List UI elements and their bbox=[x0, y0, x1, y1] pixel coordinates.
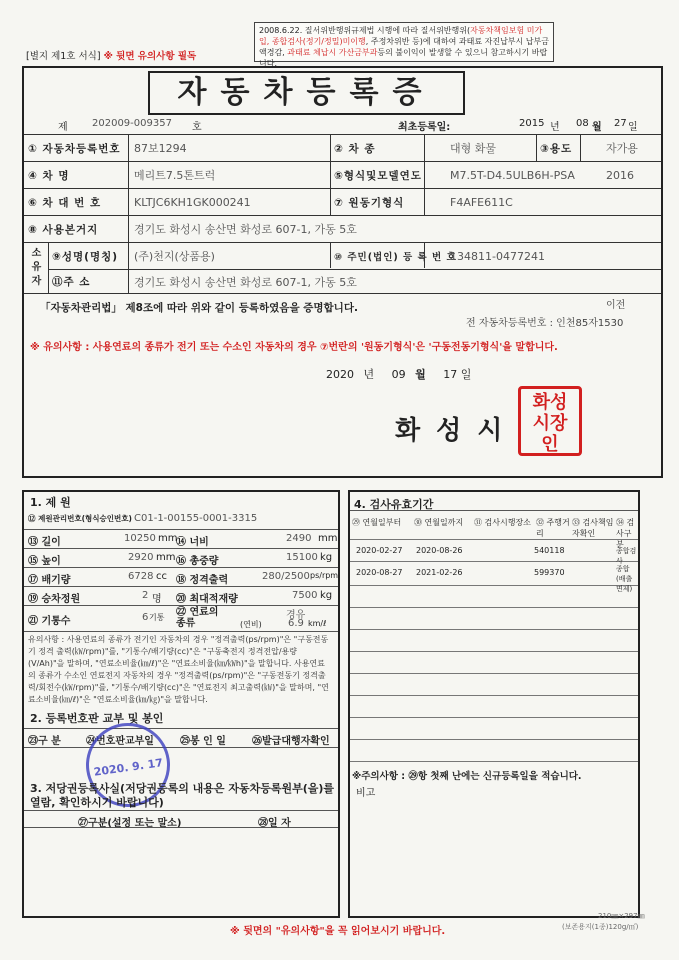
section3-header-row bbox=[24, 810, 338, 828]
section4-heading: 4. 검사유효기간 bbox=[354, 498, 434, 511]
section4-header-row bbox=[350, 510, 638, 549]
grid-row-2 bbox=[24, 162, 661, 189]
inspection-from: 2020-08-27 bbox=[356, 568, 403, 577]
power-unit: ps/rpm bbox=[310, 571, 339, 580]
first-reg-month: 08 bbox=[576, 118, 589, 129]
notice-text-d: 과태료 체납시 가산금부과 bbox=[287, 48, 378, 57]
section3-col-date: ㉘일 자 bbox=[258, 818, 291, 829]
inspection-to: 2020-08-26 bbox=[416, 546, 463, 555]
model-label: ⑤형식및모델연도 bbox=[334, 169, 422, 182]
width-value: 2490 bbox=[286, 533, 312, 544]
official-seal-text: 화성시장인 bbox=[532, 392, 568, 455]
inspection-from: 2020-02-27 bbox=[356, 546, 403, 555]
grid-row-4 bbox=[24, 216, 661, 243]
previous-plate: 전 자동차등록번호 : 인천85자1530 bbox=[466, 318, 624, 329]
reg-no-prefix: 제 bbox=[58, 122, 68, 133]
height-unit: mm bbox=[156, 552, 176, 563]
disp-value: 6728 bbox=[128, 571, 154, 582]
section4-col-type: ㉞ 검사구분 bbox=[616, 518, 635, 549]
section2-col-seal-date: ㉕봉 인 일 bbox=[180, 736, 226, 747]
power-value: 280/2500 bbox=[262, 571, 310, 582]
notice-text-b: 자동차책임보험 미가입, 종합검사(정기/정밀)미이행 bbox=[259, 26, 543, 46]
section4-col-to: ㉚ 연월일까지 bbox=[414, 518, 464, 527]
engine-value: F4AFE611C bbox=[450, 195, 513, 209]
previous-label: 이전 bbox=[606, 300, 626, 311]
section4-note: ※주의사항 : ㉙항 첫째 난에는 신규등록일을 적습니다. bbox=[352, 771, 582, 782]
section4-col-place: ㉛ 검사시행장소 bbox=[474, 518, 531, 527]
first-reg-day-unit: 일 bbox=[628, 122, 638, 133]
first-reg-day: 27 bbox=[614, 118, 627, 129]
form-id bbox=[26, 48, 196, 62]
plate-value: 87보1294 bbox=[134, 142, 187, 155]
cyl-value: 6 bbox=[142, 612, 149, 623]
inspection-type: 종합(배출면제) bbox=[616, 565, 633, 593]
addr-label: ⑪주 소 bbox=[52, 276, 91, 288]
height-value: 2920 bbox=[128, 552, 154, 563]
model-year: 2016 bbox=[606, 168, 634, 182]
section2-col-type: ㉓구 분 bbox=[28, 736, 61, 747]
paper-spec: (보존용지(1종)120g/㎡) bbox=[562, 923, 639, 931]
inspection-type: 종합검사 bbox=[616, 547, 637, 565]
gross-unit: kg bbox=[320, 552, 333, 563]
engine-label: ⑦ 원동기형식 bbox=[334, 196, 405, 209]
section2-heading: 2. 등록번호판 교부 및 봉인 bbox=[30, 712, 164, 725]
owner-group-label: 소 유 자 bbox=[31, 248, 43, 287]
inspection-row-empty bbox=[350, 718, 638, 740]
inspection-row-empty bbox=[350, 740, 638, 762]
gross-label: ⑯ 총중량 bbox=[176, 556, 219, 567]
model-value: M7.5T-D4.5ULB6H-PSA bbox=[450, 168, 575, 182]
disp-label: ⑰ 배기량 bbox=[28, 575, 71, 586]
inspection-row-empty bbox=[350, 674, 638, 696]
registration-grid bbox=[24, 134, 661, 289]
kind-label: ② 차 종 bbox=[334, 142, 376, 155]
spec-row-5 bbox=[24, 606, 338, 632]
issue-date bbox=[326, 366, 471, 382]
cyl-unit: 기통 bbox=[149, 613, 165, 622]
section2-col-plate-date: ㉔번호판교부일 bbox=[86, 736, 154, 747]
section4-col-km: ㉜ 주행거리 bbox=[536, 518, 570, 538]
inspection-row bbox=[350, 562, 638, 593]
inspection-row-empty bbox=[350, 608, 638, 630]
section2-header-row bbox=[24, 728, 338, 748]
section3-col-type: ㉗구분(설정 또는 말소) bbox=[78, 818, 182, 829]
section4-col-from: ㉙ 연월일부터 bbox=[352, 518, 402, 527]
inspection-to: 2021-02-26 bbox=[416, 568, 463, 577]
grid-row-1 bbox=[24, 135, 661, 162]
form-note: ※ 뒷면 유의사항 필독 bbox=[103, 51, 197, 62]
issue-month: 09 bbox=[391, 368, 406, 381]
reg-no-value: 202009-009357 bbox=[92, 118, 172, 129]
seat-unit: 명 bbox=[152, 594, 162, 605]
approval-label: ⑫ 제원관리번호(형식승인번호) bbox=[28, 514, 132, 523]
use-label: ③용도 bbox=[540, 142, 573, 155]
issuer-name: 화성시 bbox=[395, 416, 519, 446]
remarks-label: 비고 bbox=[356, 788, 376, 799]
addr-value: 경기도 화성시 송산면 화성로 607-1, 가동 5호 bbox=[134, 275, 357, 289]
first-reg-month-unit: 월 bbox=[592, 122, 602, 133]
owner-label: ⑨성명(명칭) bbox=[52, 250, 119, 263]
spec-note: 유의사항 : 사용연료의 종류가 전기인 자동차의 경우 "정격출력(ps/rpm)"은 "구동전동기 정격 출력(㎾/rpm)"를, "기통수/배기량(cc)"은 "구동축전지 정격전압/용량(V/Ah)"을 말하며, "연료소비율(㎞/ℓ)"은 "연료소비율(㎞/㎾h)"을 말합니다. 사용연료의 종류가 수소인 연료전지 자동차의 경우 "정격출력(ps/rpm)"은 "구동전동기 정격출력/회전수(㎾/rpm)"를, "기통수/배기량(cc)"은 "연료전지 최고출력(㎾)"을 말하며, "연료소비율(㎞/ℓ)"은 "연료소비율(㎞/㎏)"을 말합니다. bbox=[28, 635, 329, 704]
first-reg-year-unit: 년 bbox=[550, 122, 560, 133]
grid-row-3 bbox=[24, 189, 661, 216]
eff-value: 6.9 bbox=[288, 618, 304, 629]
base-value: 경기도 화성시 송산면 화성로 607-1, 가동 5호 bbox=[134, 223, 357, 236]
notice-box bbox=[254, 22, 554, 68]
power-label: ⑱ 정격출력 bbox=[176, 575, 229, 586]
spec-row-3 bbox=[24, 568, 338, 587]
width-unit: mm bbox=[318, 533, 338, 544]
grid-row-owner bbox=[24, 243, 661, 294]
issue-day-unit: 일 bbox=[460, 368, 472, 381]
spec-row-1 bbox=[24, 530, 338, 549]
id-label: ⑩ 주민(법인) 등 록 번 호 bbox=[334, 252, 457, 263]
load-value: 7500 bbox=[292, 590, 318, 601]
fuel-value: 경유 bbox=[286, 610, 306, 621]
spec-row-2 bbox=[24, 549, 338, 568]
disp-unit: cc bbox=[156, 571, 167, 582]
len-label: ⑬ 길이 bbox=[28, 537, 61, 548]
plate-label: ① 자동차등록번호 bbox=[28, 142, 121, 155]
notice-text-c: , 주정차위반 등)에 대하여 과태료 자진납부시 납부금액경감, bbox=[259, 37, 549, 57]
fuel-warning: ※ 유의사항 : 사용연료의 종류가 전기 또는 수소인 자동차의 경우 ⑦번란의 '원동기형식'은 '구동전동기형식'을 말합니다. bbox=[30, 342, 558, 353]
eff-unit: km/ℓ bbox=[308, 619, 327, 628]
load-unit: kg bbox=[320, 590, 333, 601]
stamp-date: 2020. 9. 17 bbox=[92, 756, 164, 779]
footer-note: ※ 뒷면의 "유의사항"을 꼭 읽어보시기 바랍니다. bbox=[230, 926, 446, 937]
seat-value: 2 bbox=[142, 590, 149, 601]
issue-month-unit: 월 bbox=[415, 368, 426, 381]
spec-row-4 bbox=[24, 587, 338, 606]
vin-label: ⑥ 차 대 번 호 bbox=[28, 196, 102, 209]
inspection-row-empty bbox=[350, 696, 638, 718]
fuel-label: ㉒ 연료의 종류 bbox=[176, 607, 219, 629]
height-label: ⑮ 높이 bbox=[28, 556, 61, 567]
vin-value: KLTJC6KH1GK000241 bbox=[134, 195, 251, 209]
approval-value: C01-1-00155-0001-3315 bbox=[134, 513, 258, 524]
use-value: 자가용 bbox=[606, 142, 638, 155]
seat-label: ⑲ 승차정원 bbox=[28, 594, 81, 605]
gross-value: 15100 bbox=[286, 552, 318, 563]
inspection-km: 599370 bbox=[534, 568, 565, 577]
cyl-label: ㉑ 기통수 bbox=[28, 616, 71, 627]
inspection-row-empty bbox=[350, 630, 638, 652]
name-label: ④ 차 명 bbox=[28, 169, 70, 182]
load-label: ⑳ 최대적재량 bbox=[176, 594, 238, 605]
inspection-km: 540118 bbox=[534, 546, 565, 555]
first-reg-label: 최초등록일: bbox=[398, 122, 451, 133]
section3-heading: 3. 저당권등록사실(저당권등록의 내용은 자동차등록원부(을)를 열람, 확인하시기 바랍니다) bbox=[30, 782, 335, 809]
inspection-row-empty bbox=[350, 586, 638, 608]
certification-text: 「자동차관리법」 제8조에 따라 위와 같이 등록하였음을 증명합니다. bbox=[40, 302, 358, 314]
issue-day: 17 bbox=[443, 368, 458, 381]
section2-col-confirm: ㉖발급대행자확인 bbox=[252, 736, 330, 747]
owner-value: (주)천지(상품용) bbox=[134, 250, 215, 263]
issue-year: 2020 bbox=[326, 368, 354, 381]
base-label: ⑧ 사용본거지 bbox=[28, 223, 99, 236]
len-value: 10250 bbox=[124, 533, 156, 544]
section4-col-confirm: ㉝ 검사책임자확인 bbox=[572, 518, 614, 538]
kind-value: 대형 화물 bbox=[450, 142, 497, 155]
form-id-label: [별지 제1호 서식] bbox=[26, 51, 101, 62]
width-label: ⑭ 너비 bbox=[176, 537, 209, 548]
name-value: 메리트7.5톤트럭 bbox=[134, 169, 216, 182]
official-seal bbox=[518, 386, 582, 456]
first-reg-year: 2015 bbox=[519, 118, 545, 129]
len-unit: mm bbox=[158, 533, 178, 544]
paper-size: 210㎜×297㎜ bbox=[598, 912, 645, 920]
notice-text-e: 등의 불이익이 발생할 수 있으니 참고하시기 바랍니다. bbox=[259, 48, 548, 68]
inspection-row bbox=[350, 540, 638, 565]
spec-row-approval bbox=[24, 510, 338, 530]
id-value: 134811-0477241 bbox=[450, 249, 545, 263]
document-title: 자동차등록증 bbox=[148, 71, 465, 115]
reg-no-ho: 호 bbox=[192, 122, 202, 133]
notice-text-a: 2008.6.22. 질서위반행위규제법 시행에 따라 질서위반행위( bbox=[259, 26, 471, 35]
specs-heading: 1. 제 원 bbox=[30, 496, 71, 509]
eff-label: (연비) bbox=[240, 620, 262, 629]
issue-year-unit: 년 bbox=[363, 368, 375, 381]
inspection-row-empty bbox=[350, 652, 638, 674]
